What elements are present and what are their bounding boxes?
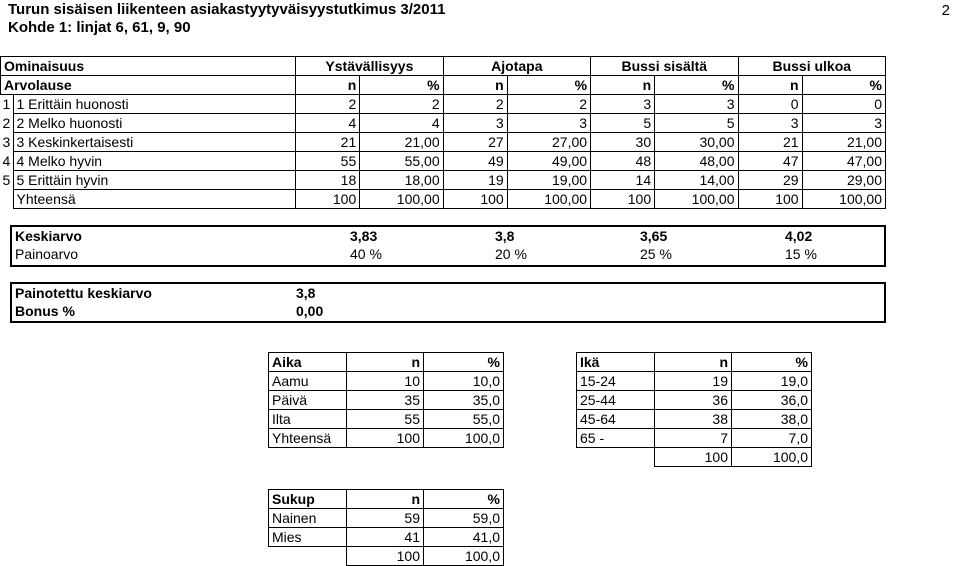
painoarvo-label: Painoarvo — [15, 246, 79, 262]
cell: 29 — [738, 171, 802, 190]
aika-header-row — [269, 353, 504, 372]
group-header-row — [1, 57, 886, 76]
cell: 2 — [507, 95, 590, 114]
total-label: Yhteensä — [13, 190, 296, 209]
sukup-header-row — [269, 490, 504, 509]
row-number: 1 — [2, 96, 11, 113]
header-aika: Aika — [269, 353, 347, 372]
cell: 48 — [591, 152, 655, 171]
cell: 3 — [443, 114, 507, 133]
weighted-row — [12, 284, 435, 302]
cell: 59 — [347, 509, 424, 528]
cell: 19 — [443, 171, 507, 190]
page-number: 2 — [941, 2, 950, 19]
cell: 18,00 — [360, 171, 443, 190]
row-label: 5 Erittäin hyvin — [13, 171, 296, 190]
header-ominaisuus: Ominaisuus — [1, 57, 296, 76]
cell: 100,00 — [655, 190, 738, 209]
table-row — [577, 410, 812, 429]
cell: 19 — [655, 372, 732, 391]
weighted-label: Painotettu keskiarvo — [15, 285, 152, 301]
bonus-row — [12, 302, 435, 320]
row-number: 4 — [2, 153, 11, 169]
table-row — [269, 391, 504, 410]
header-n: n — [738, 76, 802, 95]
painoarvo-row — [12, 245, 870, 263]
weighted-table — [12, 284, 435, 320]
cell: 100 — [591, 190, 655, 209]
table-row — [1, 171, 886, 190]
header-pct: % — [360, 76, 443, 95]
cell: 0 — [802, 95, 885, 114]
header-arvolause: Arvolause — [1, 76, 296, 95]
cell: 47 — [738, 152, 802, 171]
header-ajotapa: Ajotapa — [443, 57, 590, 76]
cell: 55,0 — [424, 410, 504, 429]
row-number: 5 — [2, 172, 11, 188]
cell: Aamu — [269, 372, 347, 391]
cell: 100,00 — [802, 190, 885, 209]
table-row — [577, 391, 812, 410]
keskiarvo-row — [12, 227, 870, 245]
total-row — [269, 547, 504, 566]
cell: 2 — [360, 95, 443, 114]
cell: 10 — [347, 372, 424, 391]
cell: 38 — [655, 410, 732, 429]
cell: 100 — [347, 429, 424, 448]
cell: 4 — [360, 114, 443, 133]
keskiarvo-value: 3,8 — [495, 228, 515, 244]
cell: 21,00 — [360, 133, 443, 152]
cell: 30 — [591, 133, 655, 152]
cell: 3 — [591, 95, 655, 114]
cell: 41,0 — [424, 528, 504, 547]
cell: 65 - — [577, 429, 655, 448]
cell: 18 — [296, 171, 360, 190]
ika-header-row — [577, 353, 812, 372]
header-sukup: Sukup — [269, 490, 347, 509]
cell: 41 — [347, 528, 424, 547]
cell: 27 — [443, 133, 507, 152]
table-row — [269, 509, 504, 528]
cell: 100,00 — [507, 190, 590, 209]
table-row — [1, 95, 886, 114]
cell: 100 — [443, 190, 507, 209]
cell: Yhteensä — [269, 429, 347, 448]
table-row — [1, 114, 886, 133]
cell: 100 — [347, 547, 424, 566]
cell: 10,0 — [424, 372, 504, 391]
cell: 3 — [738, 114, 802, 133]
header-n: n — [347, 353, 424, 372]
cell: 36 — [655, 391, 732, 410]
header-bussi-ulkoa: Bussi ulkoa — [738, 57, 886, 76]
weighted-value: 3,8 — [296, 285, 316, 301]
cell: 15-24 — [577, 372, 655, 391]
report-subtitle: Kohde 1: linjat 6, 61, 9, 90 — [8, 19, 191, 36]
cell: 3 — [507, 114, 590, 133]
table-row — [269, 528, 504, 547]
table-row — [577, 429, 812, 448]
row-label: 1 Erittäin huonosti — [13, 95, 296, 114]
row-label: 4 Melko hyvin — [13, 152, 296, 171]
cell: 35 — [347, 391, 424, 410]
report-title: Turun sisäisen liikenteen asiakastyytyväisyystutkimus 3/2011 — [8, 1, 446, 18]
cell: Nainen — [269, 509, 347, 528]
cell: 100 — [738, 190, 802, 209]
header-pct: % — [424, 353, 504, 372]
bonus-value: 0,00 — [296, 303, 324, 319]
keskiarvo-value: 4,02 — [785, 228, 813, 244]
cell: 55,00 — [360, 152, 443, 171]
table-row — [577, 372, 812, 391]
cell: 48,00 — [655, 152, 738, 171]
cell: 25-44 — [577, 391, 655, 410]
cell: Päivä — [269, 391, 347, 410]
table-row — [1, 152, 886, 171]
cell: 2 — [296, 95, 360, 114]
cell: 2 — [443, 95, 507, 114]
cell: 4 — [296, 114, 360, 133]
cell: 35,0 — [424, 391, 504, 410]
row-number: 2 — [2, 115, 11, 131]
keskiarvo-value: 3,65 — [640, 228, 668, 244]
cell: 21 — [296, 133, 360, 152]
sub-header-row — [1, 76, 886, 95]
header-ystavallisyys: Ystävällisyys — [296, 57, 443, 76]
cell: Ilta — [269, 410, 347, 429]
cell: 45-64 — [577, 410, 655, 429]
row-label: 2 Melko huonosti — [13, 114, 296, 133]
header-pct: % — [732, 353, 812, 372]
cell: 7,0 — [732, 429, 812, 448]
cell: 5 — [591, 114, 655, 133]
painoarvo-value: 40 % — [350, 246, 382, 262]
cell: Mies — [269, 528, 347, 547]
cell: 36,0 — [732, 391, 812, 410]
header-n: n — [591, 76, 655, 95]
cell: 55 — [347, 410, 424, 429]
cell: 38,0 — [732, 410, 812, 429]
cell: 29,00 — [802, 171, 885, 190]
main-results-table — [0, 56, 886, 209]
bonus-label: Bonus % — [15, 303, 75, 319]
cell: 14 — [591, 171, 655, 190]
cell: 100 — [655, 448, 732, 467]
cell: 19,00 — [507, 171, 590, 190]
cell: 14,00 — [655, 171, 738, 190]
ika-table — [576, 352, 812, 467]
total-row — [1, 190, 886, 209]
cell: 49,00 — [507, 152, 590, 171]
keskiarvo-label: Keskiarvo — [15, 228, 82, 244]
cell: 55 — [296, 152, 360, 171]
total-row — [577, 448, 812, 467]
averages-table — [12, 227, 870, 263]
header-ika: Ikä — [577, 353, 655, 372]
cell: 21,00 — [802, 133, 885, 152]
cell: 30,00 — [655, 133, 738, 152]
sukup-table — [268, 489, 504, 566]
cell: 100,0 — [732, 448, 812, 467]
painoarvo-value: 15 % — [785, 246, 817, 262]
table-row — [269, 410, 504, 429]
cell: 7 — [655, 429, 732, 448]
table-row — [269, 429, 504, 448]
cell: 100,0 — [424, 429, 504, 448]
header-pct: % — [507, 76, 590, 95]
cell: 47,00 — [802, 152, 885, 171]
header-n: n — [655, 353, 732, 372]
header-bussi-sisalta: Bussi sisältä — [591, 57, 738, 76]
header-n: n — [347, 490, 424, 509]
cell: 3 — [655, 95, 738, 114]
cell: 5 — [655, 114, 738, 133]
cell: 100,0 — [424, 547, 504, 566]
row-number: 3 — [2, 134, 11, 150]
row-label: 3 Keskinkertaisesti — [13, 133, 296, 152]
cell: 19,0 — [732, 372, 812, 391]
header-pct: % — [802, 76, 885, 95]
cell: 100,00 — [360, 190, 443, 209]
painoarvo-value: 25 % — [640, 246, 672, 262]
cell: 0 — [738, 95, 802, 114]
cell: 59,0 — [424, 509, 504, 528]
cell: 27,00 — [507, 133, 590, 152]
keskiarvo-value: 3,83 — [350, 228, 378, 244]
table-row — [1, 133, 886, 152]
cell: 21 — [738, 133, 802, 152]
header-pct: % — [655, 76, 738, 95]
header-n: n — [443, 76, 507, 95]
aika-table — [268, 352, 504, 448]
header-n: n — [296, 76, 360, 95]
cell: 3 — [802, 114, 885, 133]
cell: 100 — [296, 190, 360, 209]
cell: 49 — [443, 152, 507, 171]
table-row — [269, 372, 504, 391]
painoarvo-value: 20 % — [495, 246, 527, 262]
header-pct: % — [424, 490, 504, 509]
